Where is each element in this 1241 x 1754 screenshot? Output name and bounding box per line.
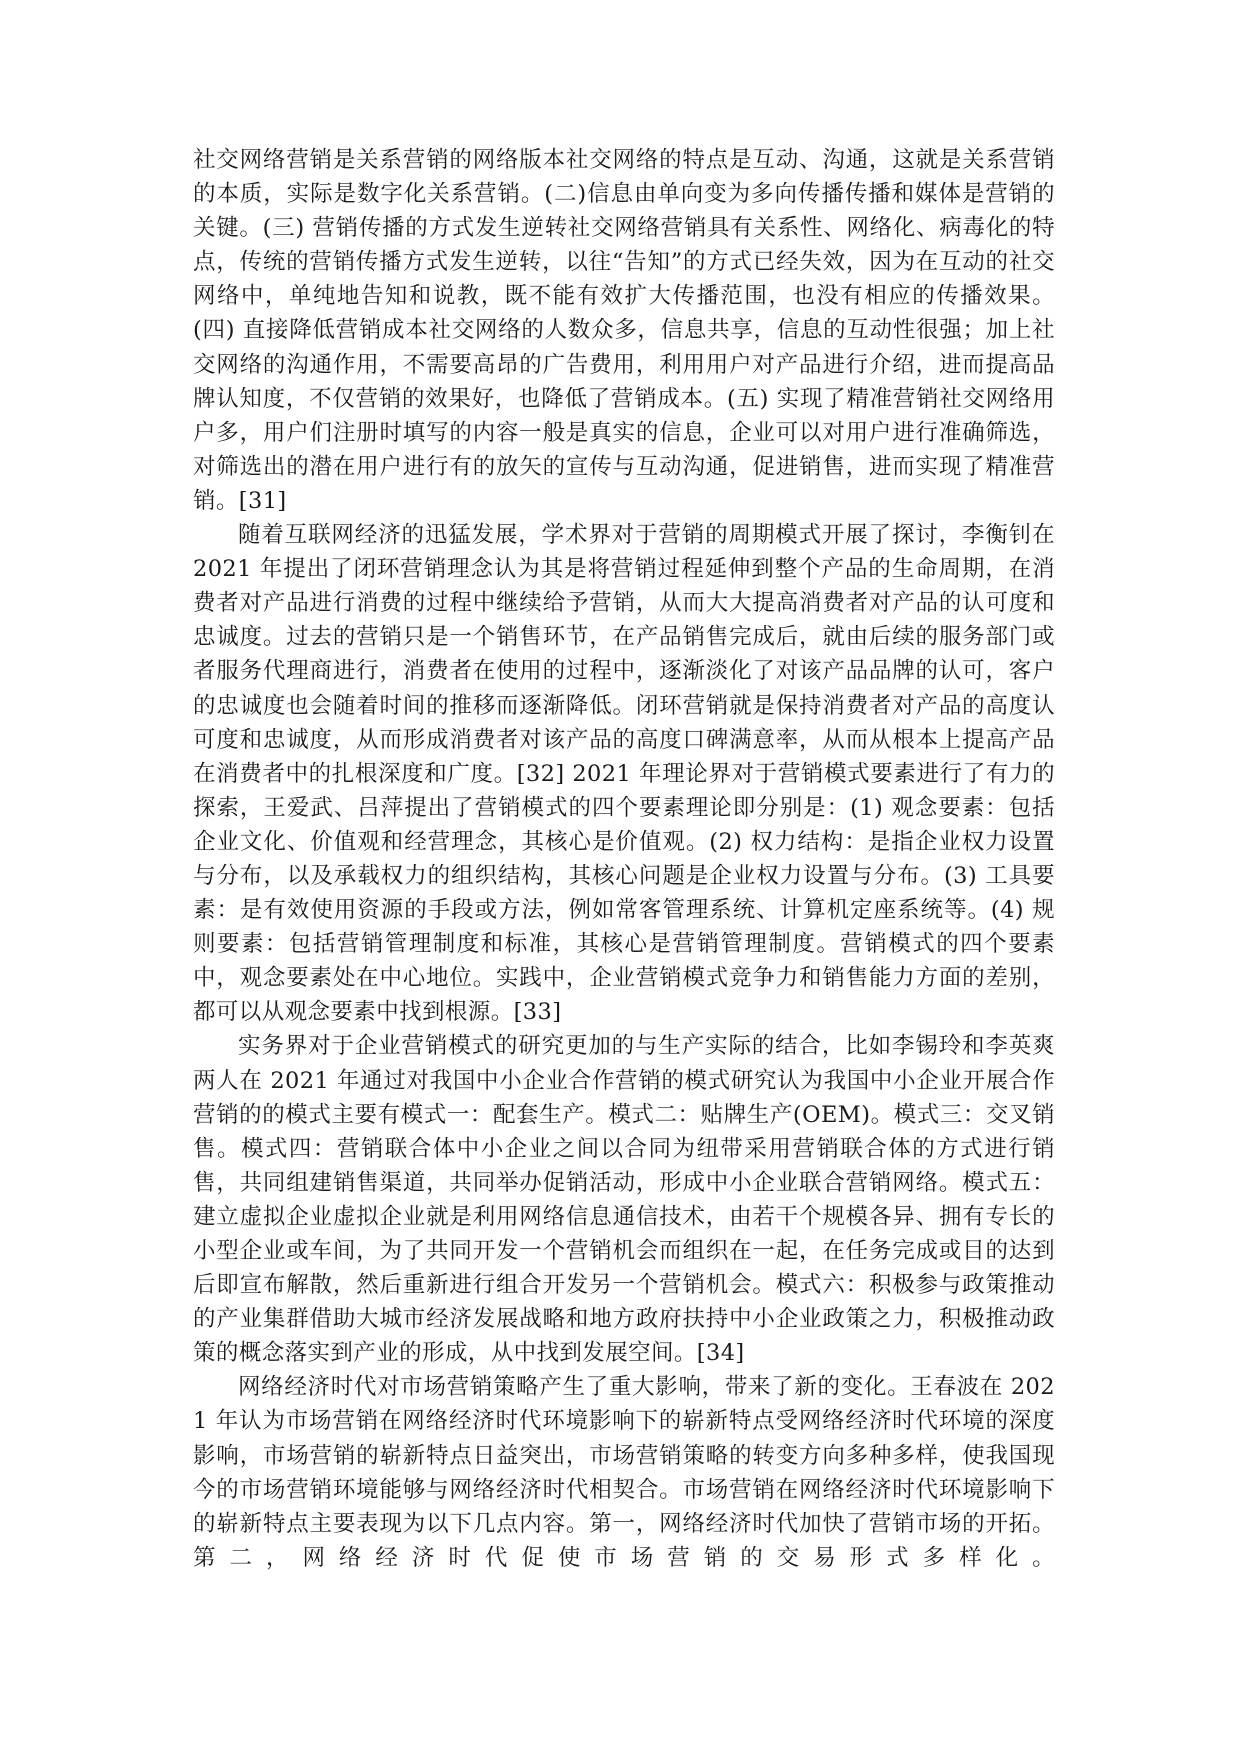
paragraph-3: 实务界对于企业营销模式的研究更加的与生产实际的结合，比如李锡玲和李英爽两人在 2021 年通过对我国中小企业合作营销的模式研究认为我国中小企业开展合作营销的的模式主要有模式一：配套生产。模式二：贴牌生产(OEM)。模式三：交叉销售。模式四：营销联合体中小企业之间以合同为纽带采用营销联合体的方式进行销售，共同组建销售渠道，共同举办促销活动，形成中小企业联合营销网络。模式五：建立虚拟企业虚拟企业就是利用网络信息通信技术，由若干个规模各异、拥有专长的小型企业或车间，为了共同开发一个营销机会而组织在一起，在任务完成或目的达到后即宣布解散，然后重新进行组合开发另一个营销机会。模式六：积极参与政策推动的产业集群借助大城市经济发展战略和地方政府扶持中小企业政策之力，积极推动政策的概念落实到产业的形成，从中找到发展空间。[34] xyxy=(193,1033,1055,1367)
paragraph-2: 随着互联网经济的迅猛发展，学术界对于营销的周期模式开展了探讨，李衡钊在 2021 年提出了闭环营销理念认为其是将营销过程延伸到整个产品的生命周期，在消费者对产品进行消费的过程中继续给予营销，从而大大提高消费者对产品的认可度和忠诚度。过去的营销只是一个销售环节，在产品销售完成后，就由后续的服务部门或者服务代理商进行，消费者在使用的过程中，逐渐淡化了对该产品品牌的认可，客户的忠诚度也会随着时间的推移而逐渐降低。闭环营销就是保持消费者对产品的高度认可度和忠诚度，从而形成消费者对该产品的高度口碑满意率，从而从根本上提高产品在消费者中的扎根深度和广度。[32] 2021 年理论界对于营销模式要素进行了有力的探索，王爱武、吕萍提出了营销模式的四个要素理论即分别是：(1) 观念要素：包括企业文化、价值观和经营理念，其核心是价值观。(2) 权力结构：是指企业权力设置与分布，以及承载权力的组织结构，其核心问题是企业权力设置与分布。(3) 工具要素：是有效使用资源的手段或方法，例如常客管理系统、计算机定座系统等。(4) 规则要素：包括营销管理制度和标准，其核心是营销管理制度。营销模式的四个要素中，观念要素处在中心地位。实践中，企业营销模式竞争力和销售能力方面的差别，都可以从观念要素中找到根源。[33] xyxy=(193,522,1055,1026)
paragraph-4: 网络经济时代对市场营销策略产生了重大影响，带来了新的变化。王春波在 2021 年认为市场营销在网络经济时代环境影响下的崭新特点受网络经济时代环境的深度影响，市场营销的崭新特点日益突出，市场营销策略的转变方向多种多样，使我国现今的市场营销环境能够与网络经济时代相契合。市场营销在网络经济时代环境影响下的崭新特点主要表现为以下几点内容。第一，网络经济时代加快了营销市场的开拓。第二，网络经济时代促使市场营销的交易形式多样化。 xyxy=(193,1374,1055,1571)
body-text xyxy=(193,143,1055,1575)
paragraph-1: 社交网络营销是关系营销的网络版本社交网络的特点是互动、沟通，这就是关系营销的本质，实际是数字化关系营销。(二)信息由单向变为多向传播传播和媒体是营销的关键。(三) 营销传播的方式发生逆转社交网络营销具有关系性、网络化、病毒化的特点，传统的营销传播方式发生逆转，以往“告知”的方式已经失效，因为在互动的社交网络中，单纯地告知和说教，既不能有效扩大传播范围，也没有相应的传播效果。(四) 直接降低营销成本社交网络的人数众多，信息共享，信息的互动性很强；加上社交网络的沟通作用，不需要高昂的广告费用，利用用户对产品进行介绍，进而提高品牌认知度，不仅营销的效果好，也降低了营销成本。(五) 实现了精准营销社交网络用户多，用户们注册时填写的内容一般是真实的信息，企业可以对用户进行准确筛选，对筛选出的潜在用户进行有的放矢的宣传与互动沟通，促进销售，进而实现了精准营销。[31] xyxy=(193,147,1055,514)
